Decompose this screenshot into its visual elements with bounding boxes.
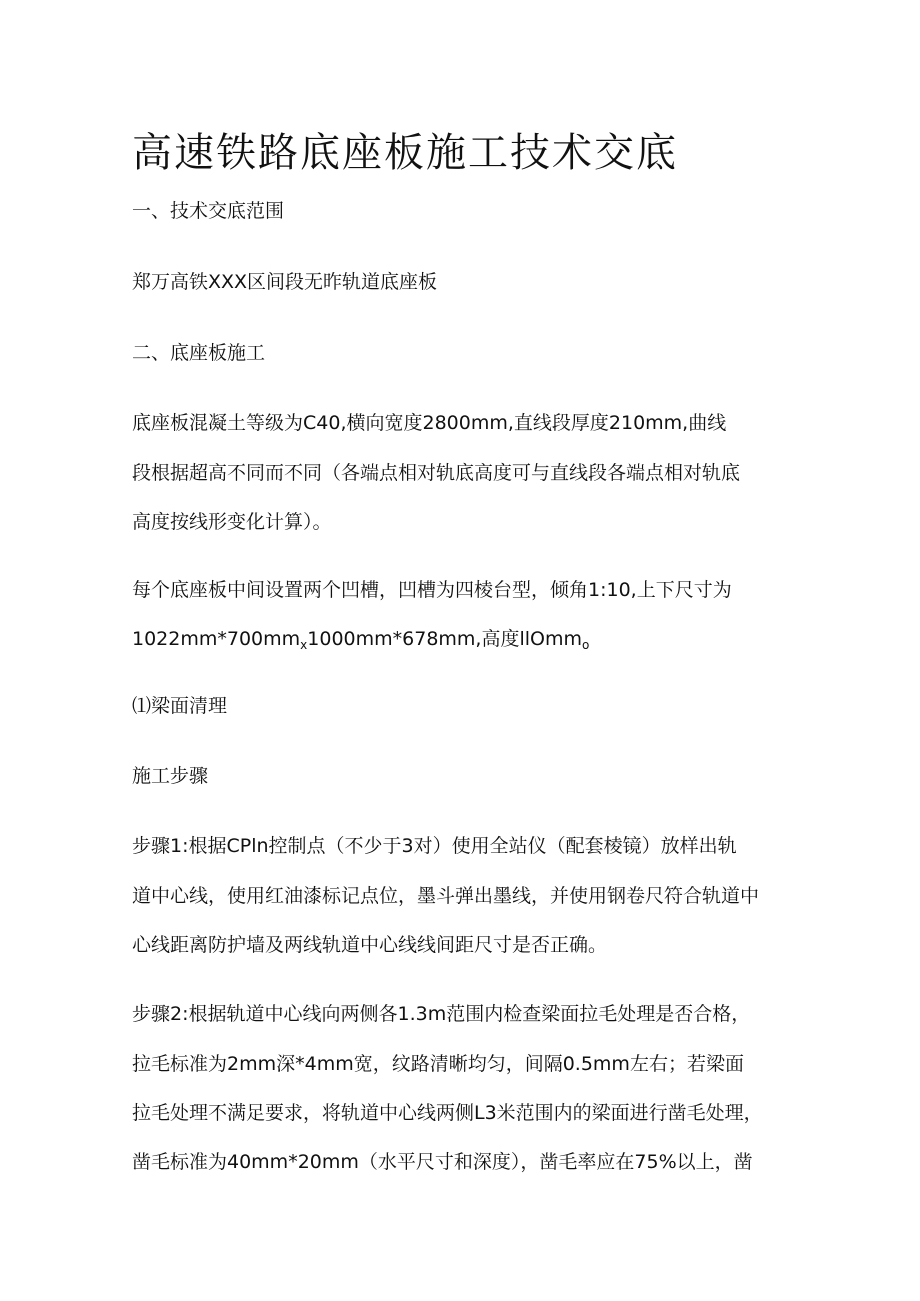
- step-line: 拉毛标准为2mm深*4mm宽，纹路清晰均匀，间隔0.5mm左右；若梁面: [132, 1053, 744, 1075]
- paragraph-line: 段根据超高不同而不同（各端点相对轨底高度可与直线段各端点相对轨底: [132, 462, 741, 484]
- steps-heading: 施工步骤: [132, 765, 209, 787]
- step-line: 步骤1:根据CPln控制点（不少于3对）使用全站仪（配套棱镜）放样出轨: [132, 835, 737, 857]
- paragraph-line: 高度按线形变化计算）。: [132, 511, 332, 533]
- subscript-mark: o: [582, 638, 590, 652]
- section-heading-scope: 一、技术交底范围: [132, 200, 285, 222]
- paragraph-line: [132, 625, 589, 659]
- dimension-text: 1000mm*678mm,高度llOmm: [307, 628, 582, 650]
- subscript-mark: x: [300, 638, 308, 652]
- subsection-heading-beam-cleaning: ⑴梁面清理: [132, 695, 228, 717]
- step-line: 道中心线，使用红油漆标记点位，墨斗弹出墨线，并使用钢卷尺符合轨道中: [132, 885, 760, 907]
- step-line: 心线距离防护墙及两线轨道中心线线间距尺寸是否正确。: [132, 934, 608, 956]
- scope-text: 郑万高铁XXX区间段无昨轨道底座板: [132, 271, 438, 293]
- document-title: 高速铁路底座板施工技术交底: [132, 130, 678, 176]
- dimension-text: 1022mm*700mm: [132, 628, 301, 650]
- step-line: 拉毛处理不满足要求，将轨道中心线两侧L3米范围内的梁面进行凿毛处理，: [132, 1102, 763, 1124]
- step-line: 凿毛标准为40mm*20mm（水平尺寸和深度），凿毛率应在75%以上，凿: [132, 1151, 753, 1173]
- paragraph-line: 每个底座板中间设置两个凹槽，凹槽为四棱台型，倾角1:10,上下尺寸为: [132, 579, 732, 601]
- section-heading-base-plate: 二、底座板施工: [132, 342, 266, 364]
- step-line: 步骤2:根据轨道中心线向两侧各1.3m范围内检查梁面拉毛处理是否合格，: [132, 1003, 751, 1025]
- paragraph-line: 底座板混凝土等级为C40,横向宽度2800mm,直线段厚度210mm,曲线: [132, 412, 727, 434]
